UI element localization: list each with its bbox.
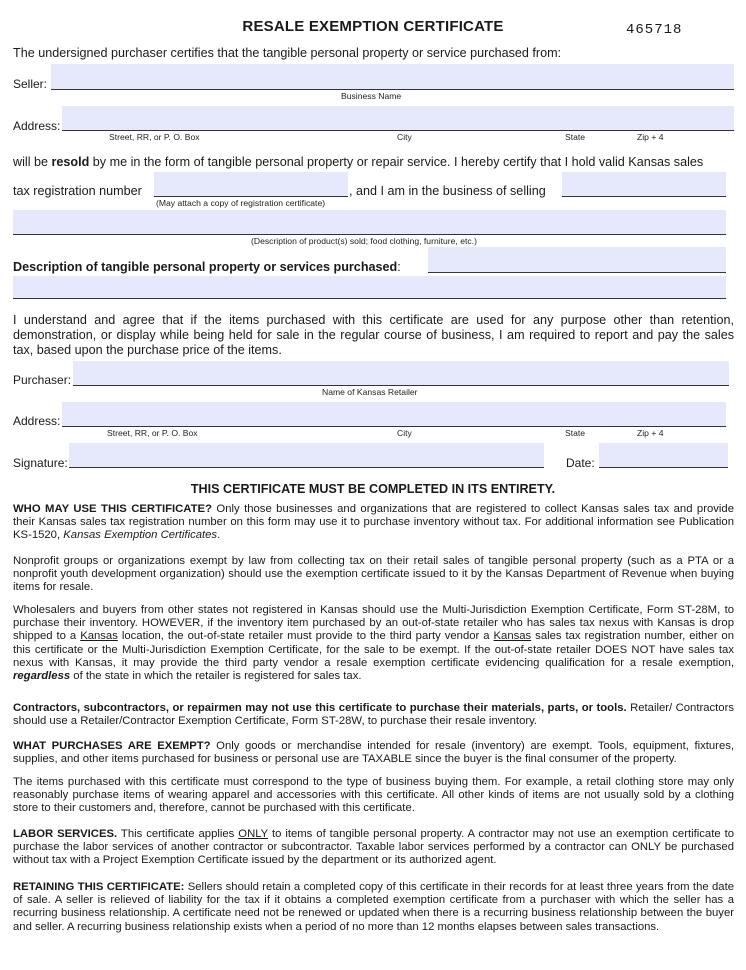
purchaser-state-caption: State xyxy=(565,428,586,438)
business-selling-label: , and I am in the business of selling xyxy=(349,184,546,198)
completion-notice: THIS CERTIFICATE MUST BE COMPLETED IN ITS ENTIRETY. xyxy=(190,482,556,496)
form-number: 465718 xyxy=(626,22,683,38)
description-field-line1[interactable] xyxy=(428,247,726,273)
seller-name-field[interactable] xyxy=(51,64,734,90)
description-input-line1[interactable] xyxy=(428,247,726,272)
certificate-title: RESALE EXEMPTION CERTIFICATE xyxy=(242,18,504,35)
date-label: Date: xyxy=(566,456,595,470)
registration-number-input[interactable] xyxy=(154,172,348,196)
purchaser-address-field[interactable] xyxy=(62,402,726,427)
labor-services-paragraph: LABOR SERVICES. This certificate applies ONLY to items of tangible personal property. A contractor may not use an exemption certificate to purchase the labor services of another contractor or subcontractor. Taxable labor services performed by a contractor can ONLY be purchased without tax with a Project Exemption Certificate issued by the department or its authorized agent. xyxy=(13,828,734,867)
date-input[interactable] xyxy=(599,443,728,467)
purchaser-zip-caption: Zip + 4 xyxy=(637,428,664,438)
exempt-purchases-paragraph: WHAT PURCHASES ARE EXEMPT? Only goods or merchandise intended for resale (inventory) are exempt. Tools, equipment, fixtures, supplies, and other items purchased for business or personal use are TAXABLE since the buyer is the final consumer of the property. xyxy=(13,740,735,766)
seller-address-input[interactable] xyxy=(62,106,734,130)
nonprofit-paragraph: Nonprofit groups or organizations exempt by law from collecting tax on their retail sales of tangible personal property (such as a PTA or a nonprofit youth development organization) should use the exemption certificate issued to it by the Kansas Department of Revenue when buying items for resale. xyxy=(13,555,734,594)
signature-field[interactable] xyxy=(69,443,544,468)
seller-name-input[interactable] xyxy=(51,64,734,89)
purchaser-address-input[interactable] xyxy=(62,402,726,426)
products-sold-input[interactable] xyxy=(13,210,726,234)
signature-label: Signature: xyxy=(13,456,68,470)
purchaser-name-input[interactable] xyxy=(73,361,729,385)
registration-number-field[interactable] xyxy=(154,172,348,197)
seller-street-caption: Street, RR, or P. O. Box xyxy=(109,132,200,142)
kansas-retailer-caption: Name of Kansas Retailer xyxy=(322,387,418,397)
business-type-input[interactable] xyxy=(562,172,726,196)
purchaser-street-caption: Street, RR, or P. O. Box xyxy=(107,428,198,438)
wholesalers-paragraph: Wholesalers and buyers from other states not registered in Kansas should use the Multi-Jurisdiction Exemption Certificate, Form ST-28M, to purchase their inventory. HOWEVER, if the inventory item purchased by an out-of-state retailer who has sales tax nexus with Kansas is drop shipped to a Kansas location, the out-of-state retailer must provide to the third party vendor a Kansas sales tax registration number, either on this certificate or the Multi-Jurisdiction Exemption Certificate, for the sale to be exempt. If the out-of-state retailer DOES NOT have sales tax nexus with Kansas, it may provide the third party vendor a resale exemption certificate evidencing qualification for a resale exemption, regardless of the state in which the retailer is registered for sales tax. xyxy=(13,604,734,683)
seller-address-label: Address: xyxy=(13,119,61,133)
products-sold-field[interactable] xyxy=(13,210,726,235)
who-may-use-paragraph: WHO MAY USE THIS CERTIFICATE? Only those businesses and organizations that are registered to collect Kansas sales tax and provide their Kansas sales tax registration number on this form may use it to purchase inventory without tax. For additional information see Publication KS-1520, Kansas Exemption Certificates. xyxy=(13,503,734,542)
purchaser-label: Purchaser: xyxy=(13,373,72,387)
date-field[interactable] xyxy=(599,443,728,468)
business-name-caption: Business Name xyxy=(341,91,402,101)
description-input-line2[interactable] xyxy=(13,276,726,298)
registration-label: tax registration number xyxy=(13,184,142,198)
seller-zip-caption: Zip + 4 xyxy=(637,132,664,142)
seller-city-caption: City xyxy=(397,132,412,142)
seller-state-caption: State xyxy=(565,132,586,142)
purchaser-city-caption: City xyxy=(397,428,412,438)
intro-text: The undersigned purchaser certifies that the tangible personal property or service purchased from: xyxy=(13,46,562,60)
seller-label: Seller: xyxy=(13,77,48,91)
products-caption: (Description of product(s) sold; food clothing, furniture, etc.) xyxy=(251,236,477,246)
purchaser-address-label: Address: xyxy=(13,414,61,428)
description-field-line2[interactable] xyxy=(13,276,726,299)
retaining-paragraph: RETAINING THIS CERTIFICATE: Sellers should retain a completed copy of this certificate in their records for at least three years from the date of sale. A seller is relieved of liability for the tax if it obtains a completed exemption certificate from a purchaser with which the seller has a recurring business relationship. A certificate need not be renewed or updated when there is a recurring business relationship between the buyer and seller. A recurring business relationship exists when a period of no more than 12 months elapses between sales transactions. xyxy=(13,881,734,933)
correspond-paragraph: The items purchased with this certificate must correspond to the type of business buying them. For example, a retail clothing store may only reasonably purchase items of wearing apparel and accessories with this certificate. All other kinds of items are not usually sold by a clothing store to their customers and, therefore, cannot be purchased with this certificate. xyxy=(13,776,734,815)
description-label: Description of tangible personal property or services purchased: xyxy=(13,260,401,274)
business-type-field[interactable] xyxy=(562,172,726,197)
purchaser-name-field[interactable] xyxy=(73,361,729,386)
seller-address-field[interactable] xyxy=(62,106,734,131)
agreement-text: I understand and agree that if the items purchased with this certificate are used for any purpose other than retention, demonstration, or display while being held for sale in the regular course of business, I am required to report and pay the sales tax, based upon the purchase price of the items. xyxy=(13,313,734,357)
contractors-paragraph: Contractors, subcontractors, or repairmen may not use this certificate to purchase their materials, parts, or tools. Retailer/ Contractors should use a Retailer/Contractor Exemption Certificate, Form ST-28W, to purchase their resale inventory. xyxy=(13,702,734,728)
signature-input[interactable] xyxy=(69,443,544,467)
registration-caption: (May attach a copy of registration certificate) xyxy=(156,198,326,208)
resold-statement: will be resold by me in the form of tangible personal property or repair service. I hereby certify that I hold valid Kansas sales xyxy=(13,155,704,169)
